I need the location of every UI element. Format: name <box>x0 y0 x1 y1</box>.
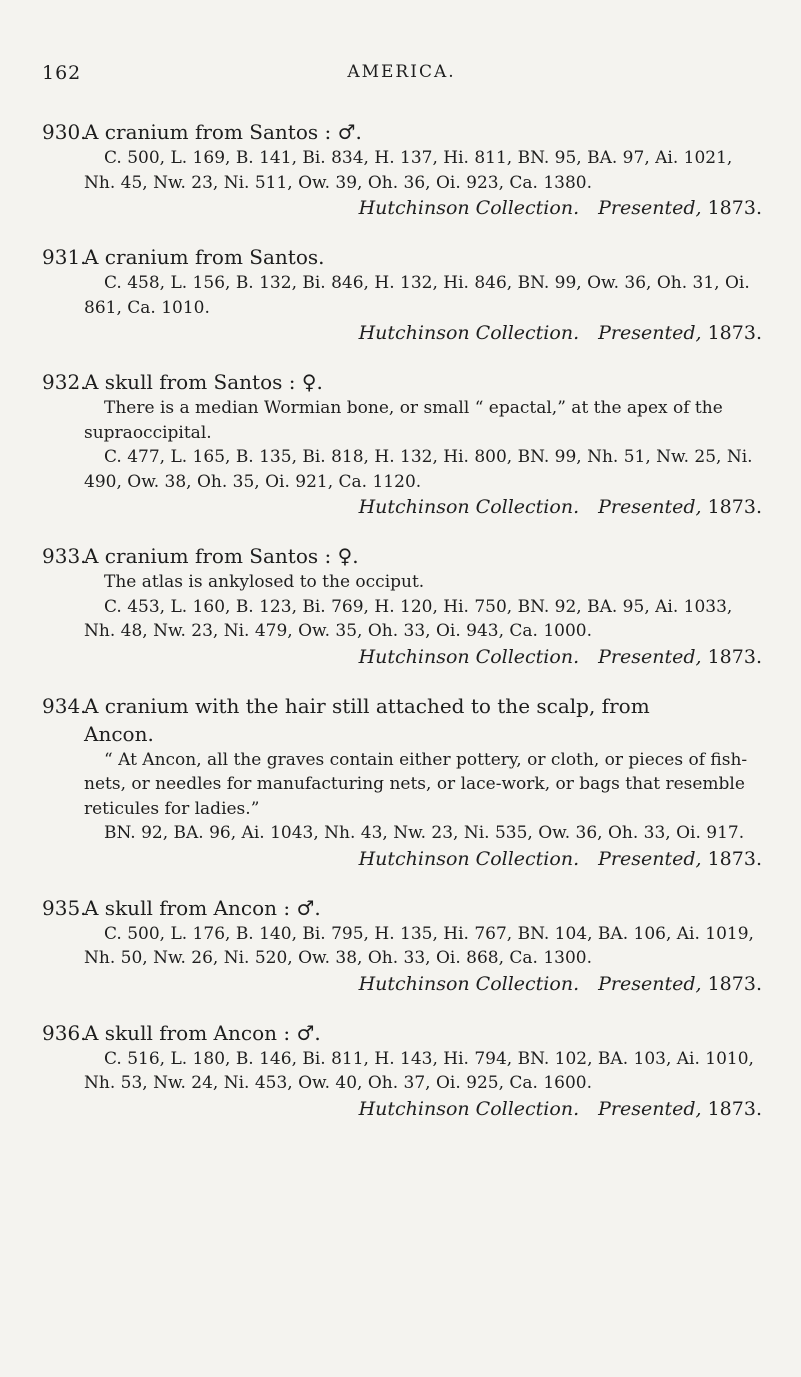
entry-heading-line <box>42 542 762 570</box>
entry-measurements: BN. 92, BA. 96, Ai. 1043, Nh. 43, Nw. 23, Ni. 535, Ow. 36, Oh. 33, Oi. 917. <box>104 823 745 843</box>
presented-year: 1873. <box>707 847 762 870</box>
collection-name: Hutchinson Collection. <box>358 197 580 219</box>
entry-number: 936. <box>42 1020 87 1045</box>
catalogue-entry <box>42 1019 762 1122</box>
entry-body <box>42 271 762 346</box>
entry-heading: A cranium from Santos : ♂. <box>84 120 362 144</box>
entry-measurements: C. 453, L. 160, B. 123, Bi. 769, H. 120, Hi. 750, BN. 92, BA. 95, Ai. 1033, Nh. 48, Nw. 23, Ni. 479, Ow. 35, Oh. 33, Oi. 943, Ca. 1000. <box>84 596 733 641</box>
catalogue-entry <box>42 542 762 670</box>
presented-label: Presented, <box>598 645 702 668</box>
entry-credit <box>84 846 762 872</box>
entry-heading-line <box>42 118 762 146</box>
catalogue-entry <box>42 692 762 872</box>
entry-heading: A cranium from Santos : ♀. <box>84 544 359 568</box>
entry-measurements: C. 477, L. 165, B. 135, Bi. 818, H. 132, Hi. 800, BN. 99, Nh. 51, Nw. 25, Ni. 490, Ow. 38, Oh. 35, Oi. 921, Ca. 1120. <box>84 447 753 492</box>
entry-number: 931. <box>42 245 87 269</box>
collection-name: Hutchinson Collection. <box>358 972 580 995</box>
presented-label: Presented, <box>598 1097 702 1120</box>
entry-credit <box>84 1096 762 1122</box>
presented-year: 1873. <box>707 645 762 668</box>
entry-credit <box>84 195 762 221</box>
entry-heading: A skull from Ancon : ♂. <box>84 1020 321 1045</box>
entry-body <box>42 570 762 670</box>
entry-number: 934. <box>42 693 87 718</box>
entry-credit <box>84 971 762 997</box>
entry-measurements: C. 500, L. 169, B. 141, Bi. 834, H. 137, Hi. 811, BN. 95, BA. 97, Ai. 1021, Nh. 45, Nw. 23, Ni. 511, Ow. 39, Oh. 36, Oi. 923, Ca. 1380. <box>84 148 733 193</box>
entry-heading-continuation: Ancon. <box>84 721 154 746</box>
entry-measurements: C. 500, L. 176, B. 140, Bi. 795, H. 135, Hi. 767, BN. 104, BA. 106, Ai. 1019, Nh. 50, Nw. 26, Ni. 520, Ow. 38, Oh. 33, Oi. 868, Ca. 1300. <box>84 923 754 968</box>
entry-note: The atlas is ankylosed to the occiput. <box>104 572 425 592</box>
entry-number: 930. <box>42 120 87 144</box>
catalogue-entry <box>42 368 762 520</box>
entry-heading: A cranium with the hair still attached to the scalp, from <box>84 693 650 718</box>
collection-name: Hutchinson Collection. <box>358 645 580 668</box>
entry-note: “ At Ancon, all the graves contain either pottery, or cloth, or pieces of fish-nets, or needles for manufacturing nets, or lace-work, or bags that resemble reticules for ladies.” <box>84 749 748 819</box>
presented-year: 1873. <box>707 197 762 219</box>
presented-label: Presented, <box>598 847 702 870</box>
presented-label: Presented, <box>598 972 702 995</box>
collection-name: Hutchinson Collection. <box>358 496 580 518</box>
catalogue-entry <box>42 118 762 221</box>
entry-note: There is a median Wormian bone, or small “ epactal,” at the apex of the supraoccipital. <box>84 398 723 443</box>
entry-credit <box>84 494 762 520</box>
collection-name: Hutchinson Collection. <box>358 322 580 344</box>
entry-heading: A cranium from Santos. <box>84 245 325 269</box>
entry-credit <box>84 320 762 346</box>
entry-number: 932. <box>42 370 87 394</box>
entry-measurements: C. 458, L. 156, B. 132, Bi. 846, H. 132, Hi. 846, BN. 99, Ow. 36, Oh. 31, Oi. 861, Ca. 1010. <box>84 273 750 318</box>
catalogue-entry <box>42 243 762 346</box>
entry-heading: A skull from Santos : ♀. <box>84 370 323 394</box>
page-header <box>42 62 761 92</box>
collection-name: Hutchinson Collection. <box>358 1097 580 1120</box>
entry-heading-line <box>42 368 762 396</box>
running-title: AMERICA. <box>347 62 456 82</box>
entry-heading-line <box>42 1019 762 1047</box>
entry-body <box>42 922 762 997</box>
presented-year: 1873. <box>707 1097 762 1120</box>
entry-number: 935. <box>42 895 87 920</box>
entry-heading-line <box>42 692 762 720</box>
presented-label: Presented, <box>598 322 702 344</box>
entry-body <box>42 748 762 872</box>
catalogue-entry <box>42 894 762 997</box>
presented-label: Presented, <box>598 496 702 518</box>
presented-year: 1873. <box>707 972 762 995</box>
entry-heading-line <box>42 243 762 271</box>
entry-heading-line <box>42 894 762 922</box>
entry-number: 933. <box>42 544 87 568</box>
page-number: 162 <box>42 62 82 84</box>
entry-credit <box>84 644 762 670</box>
entry-body <box>42 396 762 520</box>
entry-body <box>42 1047 762 1122</box>
catalogue-entries <box>42 118 762 1144</box>
entry-heading: A skull from Ancon : ♂. <box>84 895 321 920</box>
presented-year: 1873. <box>707 496 762 518</box>
collection-name: Hutchinson Collection. <box>358 847 580 870</box>
presented-label: Presented, <box>598 197 702 219</box>
entry-measurements: C. 516, L. 180, B. 146, Bi. 811, H. 143, Hi. 794, BN. 102, BA. 103, Ai. 1010, Nh. 53, Nw. 24, Ni. 453, Ow. 40, Oh. 37, Oi. 925, Ca. 1600. <box>84 1048 754 1093</box>
entry-body <box>42 146 762 221</box>
presented-year: 1873. <box>707 322 762 344</box>
